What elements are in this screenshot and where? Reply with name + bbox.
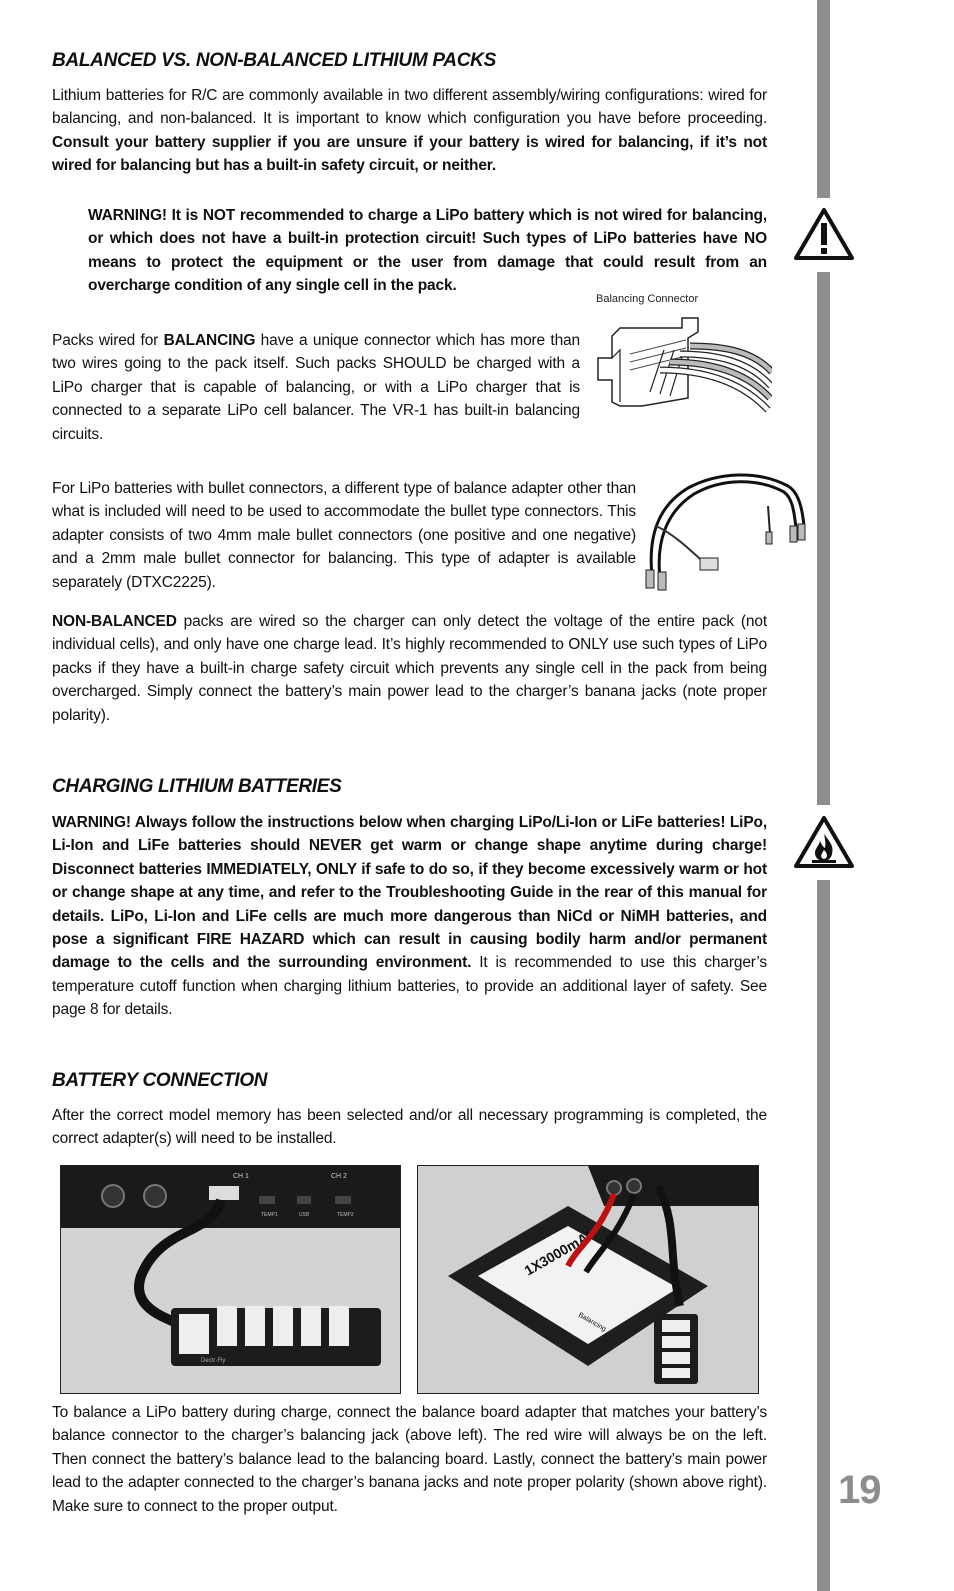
sidebar-bar-middle (817, 272, 830, 805)
battery-photo-graphic (418, 1166, 758, 1393)
label-temp1: TEMP1 (261, 1212, 278, 1218)
balancing-connector-illustration (590, 310, 772, 420)
page-number: 19 (838, 1468, 881, 1512)
heading-balanced-vs-non-balanced: BALANCED VS. NON-BALANCED LITHIUM PACKS (52, 50, 496, 71)
paragraph-intro (52, 84, 767, 178)
paragraph-balancing (52, 329, 580, 446)
paragraph-balance-instructions: To balance a LiPo battery during charge, connect the balance board adapter that matches your battery’s balance connector to the charger’s balancing jack (above left). The red wire will always be on the left. Then connect the battery’s balance lead to the balancing board. Lastly, connect the battery’s main power lead to the adapter connected to the charger’s banana jacks and note proper polarity (shown above right). Make sure to connect to the proper output. (52, 1404, 767, 1515)
paragraph-charging-warning (52, 811, 767, 1022)
warning-triangle-icon (792, 206, 856, 262)
label-usb: USB (299, 1212, 310, 1218)
nonbal-bold: NON-BALANCED (52, 613, 177, 630)
sidebar-bar-top (817, 0, 830, 198)
label-brand: Dectr·Fly (201, 1358, 226, 1364)
paragraph-bullet-adapter: For LiPo batteries with bullet connectors, a different type of balance adapter other than what is included will need to be used to accommodate the bullet type connectors. This adapter consists of two 4mm male bullet connectors (one positive and one negative) and a 2mm male bullet connector for balancing. This type of adapter is available separately (DTXC2225). (52, 480, 636, 591)
heading-battery-connection: BATTERY CONNECTION (52, 1070, 268, 1091)
balancing-bold: BALANCING (163, 332, 256, 349)
paragraph-connection-intro: After the correct model memory has been selected and/or all necessary programming is completed, the correct adapter(s) will need to be installed. (52, 1107, 767, 1148)
balancing-text-c: have a unique connector which has more than two wires going to the pack itself. Such packs SHOULD be charged with a LiPo charger that is capable of balancing, or with a LiPo charger that is connected to a separate LiPo cell balancer. The VR-1 has built-in balancing circuits. (52, 332, 580, 443)
charging-warning-text: It is recommended to use this charger’s temperature cutoff function when charging lithium batteries, to provide an additional layer of safety. See page 8 for details. (52, 954, 767, 1019)
fire-hazard-icon (792, 814, 856, 870)
balancing-connector-caption: Balancing Connector (596, 293, 699, 305)
intro-text: Lithium batteries for R/C are commonly available in two different assembly/wiring configurations: wired for balancing, and non-balanced. It is important to know which configuration you have before proceeding. (52, 87, 767, 128)
label-ch1: CH 1 (233, 1173, 249, 1180)
label-pack: 1X3000mAh (521, 1225, 599, 1279)
label-temp2: TEMP2 (337, 1212, 354, 1218)
label-pack-small: Balancing (577, 1311, 608, 1334)
heading-charging-lithium: CHARGING LITHIUM BATTERIES (52, 776, 342, 797)
photo-balance-board-connection (60, 1165, 401, 1394)
sidebar-bar-bottom (817, 880, 830, 1591)
bullet-adapter-illustration (638, 466, 814, 596)
label-ch2: CH 2 (331, 1173, 347, 1180)
warning-non-balanced: WARNING! It is NOT recommended to charge a LiPo battery which is not wired for balancing, or which does not have a built-in protection circuit! Such types of LiPo batteries have NO means to protect the equipment or the user from damage that could result from an overcharge condition of any single cell in the pack. (88, 207, 767, 295)
intro-bold-text: Consult your battery supplier if you are unsure if your battery is wired for balancing, if it’s not wired for balancing but has a built-in safety circuit, or neither. (52, 133, 767, 175)
charging-warning-bold: WARNING! Always follow the instructions below when charging LiPo/Li-Ion or LiFe batteries! LiPo, Li-Ion and LiFe batteries should NEVER get warm or change shape anytime during charge! Disconnect batteries IMMEDIATELY, ONLY if safe to do so, if they become excessively warm or hot or change shape at any time, and refer to the Troubleshooting Guide in the rear of this manual for details. LiPo, Li-Ion and LiFe cells are much more dangerous than NiCd or NiMH batteries, and pose a significant FIRE HAZARD which can result in causing bodily harm and/or permanent damage to the cells and the surrounding environment. (52, 814, 767, 972)
nonbal-text: packs are wired so the charger can only detect the voltage of the entire pack (not individual cells), and only have one charge lead. It’s highly recommended to ONLY use such types of LiPo packs if they have a built-in charge safety circuit which prevents any single cell in the pack from being overcharged. Simply connect the battery’s main power lead to the charger’s banana jacks (note proper polarity). (52, 613, 767, 724)
balance-board-photo-graphic (61, 1166, 400, 1393)
paragraph-non-balanced (52, 610, 767, 727)
photo-battery-connection (417, 1165, 759, 1394)
balancing-text-a: Packs wired for (52, 332, 164, 349)
